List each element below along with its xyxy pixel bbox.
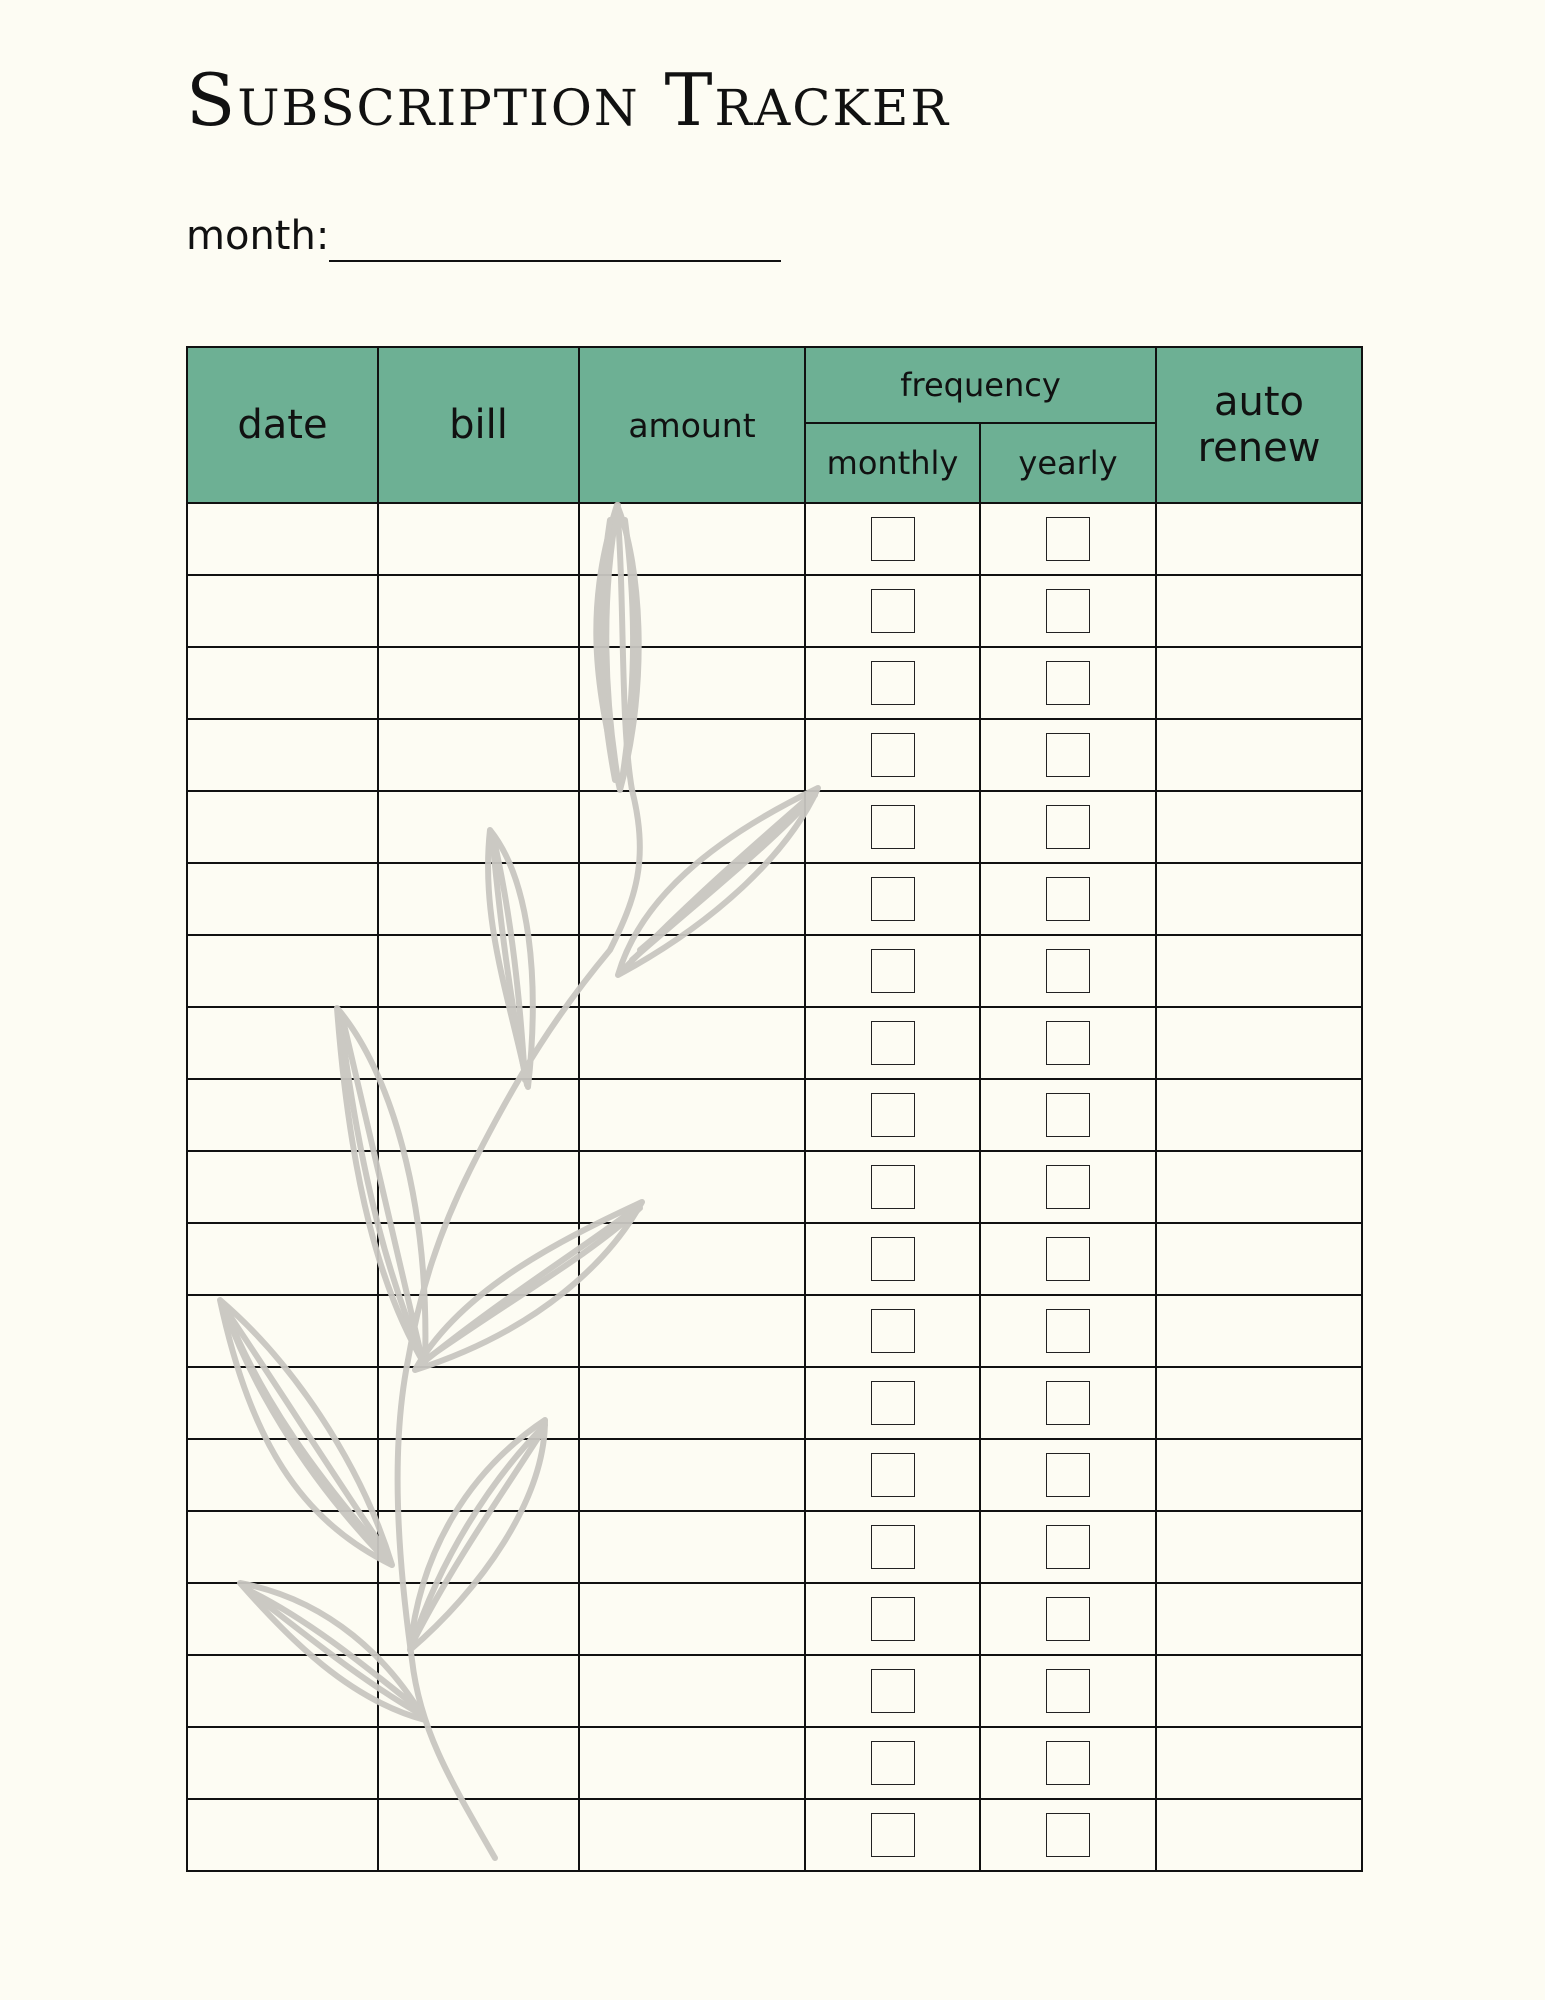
header-auto-renew: auto renew <box>1156 347 1362 503</box>
bill-cell[interactable] <box>378 1511 579 1583</box>
yearly-checkbox[interactable] <box>1046 1309 1090 1353</box>
date-cell[interactable] <box>187 1223 378 1295</box>
date-cell[interactable] <box>187 863 378 935</box>
monthly-checkbox[interactable] <box>871 589 915 633</box>
bill-cell[interactable] <box>378 1079 579 1151</box>
yearly-checkbox[interactable] <box>1046 805 1090 849</box>
table-row <box>187 719 1362 791</box>
date-cell[interactable] <box>187 1295 378 1367</box>
yearly-cell <box>980 1367 1156 1439</box>
table-row <box>187 1799 1362 1871</box>
monthly-cell <box>805 1079 980 1151</box>
amount-cell[interactable] <box>579 1079 805 1151</box>
auto-renew-cell[interactable] <box>1156 719 1362 791</box>
date-cell[interactable] <box>187 1079 378 1151</box>
amount-cell[interactable] <box>579 791 805 863</box>
yearly-cell <box>980 1295 1156 1367</box>
yearly-cell <box>980 647 1156 719</box>
date-cell[interactable] <box>187 1007 378 1079</box>
auto-renew-cell[interactable] <box>1156 1511 1362 1583</box>
page-title: Subscription Tracker <box>186 58 951 142</box>
amount-cell[interactable] <box>579 1583 805 1655</box>
date-cell[interactable] <box>187 1511 378 1583</box>
monthly-cell <box>805 1223 980 1295</box>
monthly-checkbox[interactable] <box>871 1237 915 1281</box>
monthly-cell <box>805 1583 980 1655</box>
amount-cell[interactable] <box>579 1727 805 1799</box>
yearly-checkbox[interactable] <box>1046 1237 1090 1281</box>
date-cell[interactable] <box>187 503 378 575</box>
yearly-cell <box>980 1151 1156 1223</box>
bill-cell[interactable] <box>378 791 579 863</box>
monthly-cell <box>805 1799 980 1871</box>
header-yearly: yearly <box>980 423 1156 503</box>
monthly-checkbox[interactable] <box>871 1453 915 1497</box>
monthly-checkbox[interactable] <box>871 733 915 777</box>
table-row <box>187 1583 1362 1655</box>
bill-cell[interactable] <box>378 1295 579 1367</box>
monthly-cell <box>805 503 980 575</box>
amount-cell[interactable] <box>579 1655 805 1727</box>
date-cell[interactable] <box>187 791 378 863</box>
yearly-checkbox[interactable] <box>1046 877 1090 921</box>
table-body <box>187 503 1362 1871</box>
yearly-checkbox[interactable] <box>1046 1381 1090 1425</box>
bill-cell[interactable] <box>378 1367 579 1439</box>
table-row <box>187 1007 1362 1079</box>
header-monthly: monthly <box>805 423 980 503</box>
yearly-checkbox[interactable] <box>1046 1813 1090 1857</box>
yearly-cell <box>980 1439 1156 1511</box>
amount-cell[interactable] <box>579 1151 805 1223</box>
yearly-checkbox[interactable] <box>1046 589 1090 633</box>
date-cell[interactable] <box>187 1583 378 1655</box>
table-row <box>187 1727 1362 1799</box>
table-row <box>187 1655 1362 1727</box>
yearly-cell <box>980 1511 1156 1583</box>
yearly-cell <box>980 719 1156 791</box>
amount-cell[interactable] <box>579 1223 805 1295</box>
amount-cell[interactable] <box>579 935 805 1007</box>
bill-cell[interactable] <box>378 1583 579 1655</box>
table-row <box>187 575 1362 647</box>
amount-cell[interactable] <box>579 719 805 791</box>
auto-renew-cell[interactable] <box>1156 503 1362 575</box>
yearly-checkbox[interactable] <box>1046 733 1090 777</box>
auto-renew-cell[interactable] <box>1156 863 1362 935</box>
month-input-line[interactable] <box>329 260 781 262</box>
auto-renew-cell[interactable] <box>1156 935 1362 1007</box>
amount-cell[interactable] <box>579 1367 805 1439</box>
auto-renew-cell[interactable] <box>1156 791 1362 863</box>
bill-cell[interactable] <box>378 503 579 575</box>
yearly-checkbox[interactable] <box>1046 1165 1090 1209</box>
monthly-cell <box>805 791 980 863</box>
table-row <box>187 791 1362 863</box>
auto-renew-cell[interactable] <box>1156 1295 1362 1367</box>
header-bill: bill <box>378 347 579 503</box>
auto-renew-cell[interactable] <box>1156 1223 1362 1295</box>
bill-cell[interactable] <box>378 1655 579 1727</box>
table-row <box>187 935 1362 1007</box>
table-row <box>187 647 1362 719</box>
monthly-checkbox[interactable] <box>871 1741 915 1785</box>
amount-cell[interactable] <box>579 1511 805 1583</box>
monthly-cell <box>805 863 980 935</box>
month-field <box>186 213 781 259</box>
yearly-checkbox[interactable] <box>1046 1525 1090 1569</box>
auto-renew-cell[interactable] <box>1156 1079 1362 1151</box>
monthly-cell <box>805 1511 980 1583</box>
monthly-cell <box>805 1439 980 1511</box>
table-row <box>187 1367 1362 1439</box>
yearly-cell <box>980 1583 1156 1655</box>
date-cell[interactable] <box>187 647 378 719</box>
amount-cell[interactable] <box>579 863 805 935</box>
yearly-cell <box>980 863 1156 935</box>
auto-renew-cell[interactable] <box>1156 1583 1362 1655</box>
monthly-cell <box>805 1655 980 1727</box>
auto-renew-cell[interactable] <box>1156 1655 1362 1727</box>
auto-renew-cell[interactable] <box>1156 1151 1362 1223</box>
monthly-cell <box>805 1295 980 1367</box>
date-cell[interactable] <box>187 1799 378 1871</box>
monthly-checkbox[interactable] <box>871 1309 915 1353</box>
monthly-checkbox[interactable] <box>871 1093 915 1137</box>
yearly-cell <box>980 1655 1156 1727</box>
amount-cell[interactable] <box>579 1799 805 1871</box>
yearly-cell <box>980 575 1156 647</box>
monthly-cell <box>805 1007 980 1079</box>
monthly-cell <box>805 1367 980 1439</box>
bill-cell[interactable] <box>378 1439 579 1511</box>
yearly-checkbox[interactable] <box>1046 949 1090 993</box>
date-cell[interactable] <box>187 1439 378 1511</box>
auto-renew-cell[interactable] <box>1156 1439 1362 1511</box>
amount-cell[interactable] <box>579 1295 805 1367</box>
monthly-cell <box>805 1151 980 1223</box>
monthly-checkbox[interactable] <box>871 661 915 705</box>
amount-cell[interactable] <box>579 1007 805 1079</box>
monthly-cell <box>805 575 980 647</box>
bill-cell[interactable] <box>378 1151 579 1223</box>
date-cell[interactable] <box>187 1655 378 1727</box>
bill-cell[interactable] <box>378 647 579 719</box>
yearly-checkbox[interactable] <box>1046 1597 1090 1641</box>
monthly-checkbox[interactable] <box>871 1597 915 1641</box>
table-row <box>187 1079 1362 1151</box>
monthly-checkbox[interactable] <box>871 805 915 849</box>
table-row <box>187 503 1362 575</box>
yearly-checkbox[interactable] <box>1046 517 1090 561</box>
header-amount: amount <box>579 347 805 503</box>
monthly-cell <box>805 719 980 791</box>
amount-cell[interactable] <box>579 575 805 647</box>
bill-cell[interactable] <box>378 863 579 935</box>
auto-renew-cell[interactable] <box>1156 647 1362 719</box>
yearly-cell <box>980 1727 1156 1799</box>
monthly-checkbox[interactable] <box>871 1525 915 1569</box>
yearly-cell <box>980 1223 1156 1295</box>
yearly-cell <box>980 1007 1156 1079</box>
bill-cell[interactable] <box>378 1007 579 1079</box>
date-cell[interactable] <box>187 935 378 1007</box>
bill-cell[interactable] <box>378 935 579 1007</box>
monthly-checkbox[interactable] <box>871 1165 915 1209</box>
auto-renew-cell[interactable] <box>1156 1367 1362 1439</box>
yearly-checkbox[interactable] <box>1046 1669 1090 1713</box>
subscription-table <box>186 346 1363 1872</box>
table-row <box>187 1439 1362 1511</box>
yearly-cell <box>980 503 1156 575</box>
yearly-checkbox[interactable] <box>1046 661 1090 705</box>
table-row <box>187 1223 1362 1295</box>
monthly-checkbox[interactable] <box>871 949 915 993</box>
monthly-checkbox[interactable] <box>871 1021 915 1065</box>
header-frequency: frequency <box>805 347 1156 423</box>
monthly-cell <box>805 647 980 719</box>
yearly-checkbox[interactable] <box>1046 1741 1090 1785</box>
date-cell[interactable] <box>187 1727 378 1799</box>
yearly-checkbox[interactable] <box>1046 1021 1090 1065</box>
bill-cell[interactable] <box>378 719 579 791</box>
monthly-checkbox[interactable] <box>871 517 915 561</box>
header-date: date <box>187 347 378 503</box>
monthly-checkbox[interactable] <box>871 1669 915 1713</box>
yearly-cell <box>980 935 1156 1007</box>
yearly-checkbox[interactable] <box>1046 1453 1090 1497</box>
month-label: month: <box>186 213 330 259</box>
table-row <box>187 863 1362 935</box>
yearly-cell <box>980 1079 1156 1151</box>
yearly-cell <box>980 791 1156 863</box>
monthly-cell <box>805 1727 980 1799</box>
table-row <box>187 1295 1362 1367</box>
date-cell[interactable] <box>187 1151 378 1223</box>
monthly-checkbox[interactable] <box>871 877 915 921</box>
auto-renew-cell[interactable] <box>1156 1799 1362 1871</box>
amount-cell[interactable] <box>579 503 805 575</box>
table-row <box>187 1511 1362 1583</box>
date-cell[interactable] <box>187 719 378 791</box>
monthly-cell <box>805 935 980 1007</box>
bill-cell[interactable] <box>378 575 579 647</box>
table-row <box>187 1151 1362 1223</box>
bill-cell[interactable] <box>378 1223 579 1295</box>
auto-renew-cell[interactable] <box>1156 1727 1362 1799</box>
date-cell[interactable] <box>187 1367 378 1439</box>
yearly-cell <box>980 1799 1156 1871</box>
auto-renew-cell[interactable] <box>1156 1007 1362 1079</box>
bill-cell[interactable] <box>378 1799 579 1871</box>
auto-renew-cell[interactable] <box>1156 575 1362 647</box>
monthly-checkbox[interactable] <box>871 1813 915 1857</box>
monthly-checkbox[interactable] <box>871 1381 915 1425</box>
yearly-checkbox[interactable] <box>1046 1093 1090 1137</box>
amount-cell[interactable] <box>579 647 805 719</box>
amount-cell[interactable] <box>579 1439 805 1511</box>
date-cell[interactable] <box>187 575 378 647</box>
bill-cell[interactable] <box>378 1727 579 1799</box>
